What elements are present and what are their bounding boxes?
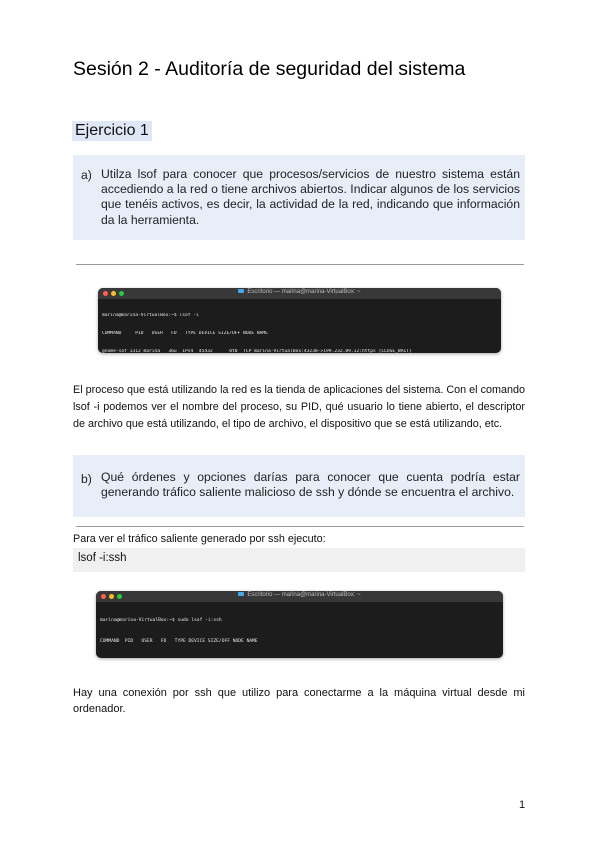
terminal-line: COMMAND PID USER FD TYPE DEVICE SIZE/OFF NODE NAME <box>102 331 268 336</box>
question-box-a <box>73 155 525 240</box>
question-text-b: Qué órdenes y opciones darías para conocer que cuenta podría estar generando tráfico saliente malicioso de ssh y dónde se encuentra el archivo. <box>101 470 520 500</box>
page-title: Sesión 2 - Auditoría de seguridad del sistema <box>73 58 466 80</box>
divider <box>76 526 524 527</box>
terminal-titlebar <box>96 591 503 602</box>
terminal-line: gnome-sof 1312 marina 36u IPv4 45432 0t0 TCP marina-VirtualBox:43238->199.232.89.12:https (CLOSE_WAIT) <box>102 349 412 353</box>
folder-icon <box>238 592 244 596</box>
command-text: lsof -i:ssh <box>78 552 127 564</box>
terminal-title: Escritorio — marina@marina-VirtualBox: ~ <box>247 592 361 598</box>
paragraph-explanation-1: El proceso que está utilizando la red es la tienda de aplicaciones del sistema. Con el comando lsof -i podemos ver el nombre del proceso, su PID, qué usuario lo tiene abierto, el descriptor de archivo que está utilizando, el tipo de archivo, el dispositivo que se está utilizando, etc. <box>73 384 525 430</box>
terminal-titlebar <box>98 288 501 299</box>
terminal-title: Escritorio — marina@marina-VirtualBox: ~ <box>247 289 361 295</box>
divider <box>76 264 524 265</box>
terminal-line: marina@marina-VirtualBox:~$ lsof -i <box>102 313 199 318</box>
terminal-output <box>100 603 499 658</box>
terminal-window-lsof <box>98 288 501 353</box>
terminal-output <box>102 301 497 353</box>
question-letter-b: b) <box>81 472 92 486</box>
command-block <box>73 548 525 572</box>
paragraph-explanation-3: Hay una conexión por ssh que utilizo para conectarme a la máquina virtual desde mi ordenador. <box>73 687 525 715</box>
terminal-line: COMMAND PID USER FD TYPE DEVICE SIZE/OFF NODE NAME <box>100 639 258 644</box>
question-text-a: Utilza lsof para conocer que procesos/servicios de nuestro sistema están accediendo a la red o tiene archivos abiertos. Indicar algunos de los servicios que tenéis activos, es decir, la actividad de la red, indicando que información da la herramienta. <box>101 167 520 227</box>
question-box-b <box>73 455 525 517</box>
folder-icon <box>238 289 244 293</box>
terminal-window-ssh <box>96 591 503 658</box>
terminal-line: marina@marina-VirtualBox:~$ sudo lsof -i:ssh <box>100 618 222 623</box>
question-letter-a: a) <box>81 168 92 182</box>
paragraph-explanation-2: Para ver el tráfico saliente generado por ssh ejecuto: <box>73 533 326 545</box>
page-number: 1 <box>519 799 526 811</box>
exercise-heading: Ejercicio 1 <box>72 121 152 141</box>
